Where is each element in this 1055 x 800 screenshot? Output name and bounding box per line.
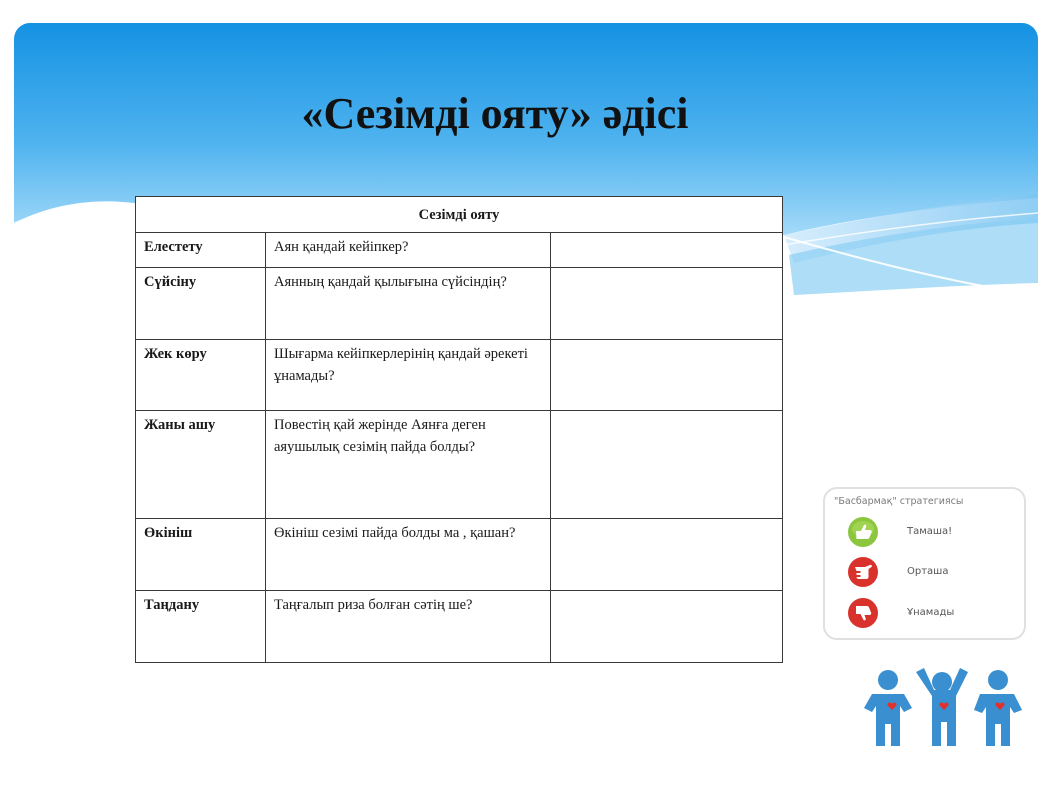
slide-title: «Сезімді ояту» әдісі [301,89,689,138]
thumbs-up-icon [847,516,879,548]
row-label: Сүйсіну [136,268,266,340]
option-label: Орташа [907,566,949,577]
thumbs-strategy-card [823,487,1026,640]
table-header-row [136,197,783,233]
senses-table [135,196,783,663]
table-row [136,411,783,519]
thumbs-sideways-icon [847,556,879,588]
table-header: Сезімді ояту [136,197,783,233]
people-icon [858,668,1026,752]
strategy-title: "Басбармақ" стратегиясы [834,496,964,507]
option-label: Тамаша! [907,526,953,537]
table-row [136,233,783,268]
row-answer-cell[interactable] [551,591,783,663]
row-question: Аянның қандай қылығына сүйсіндің? [266,268,551,340]
strategy-option-great[interactable] [847,516,1017,550]
strategy-option-average[interactable] [847,556,1017,590]
row-label: Таңдану [136,591,266,663]
row-answer-cell[interactable] [551,519,783,591]
thumbs-down-icon [847,597,879,629]
table-row [136,519,783,591]
table-row [136,340,783,411]
row-question: Шығарма кейіпкерлерінің қандай әрекеті ұнамады? [266,340,551,411]
row-label: Жек көру [136,340,266,411]
row-answer-cell[interactable] [551,411,783,519]
table-row [136,591,783,663]
strategy-option-disliked[interactable] [847,597,1017,631]
row-question: Өкініш сезімі пайда болды ма , қашан? [266,519,551,591]
row-question: Аян қандай кейіпкер? [266,233,551,268]
row-answer-cell[interactable] [551,340,783,411]
row-answer-cell[interactable] [551,268,783,340]
row-label: Өкініш [136,519,266,591]
row-question: Таңғалып риза болған сәтің ше? [266,591,551,663]
option-label: Ұнамады [907,607,955,618]
row-question: Повестің қай жерінде Аянға деген аяушылық сезімің пайда болды? [266,411,551,519]
row-answer-cell[interactable] [551,233,783,268]
row-label: Елестету [136,233,266,268]
row-label: Жаны ашу [136,411,266,519]
table-row [136,268,783,340]
